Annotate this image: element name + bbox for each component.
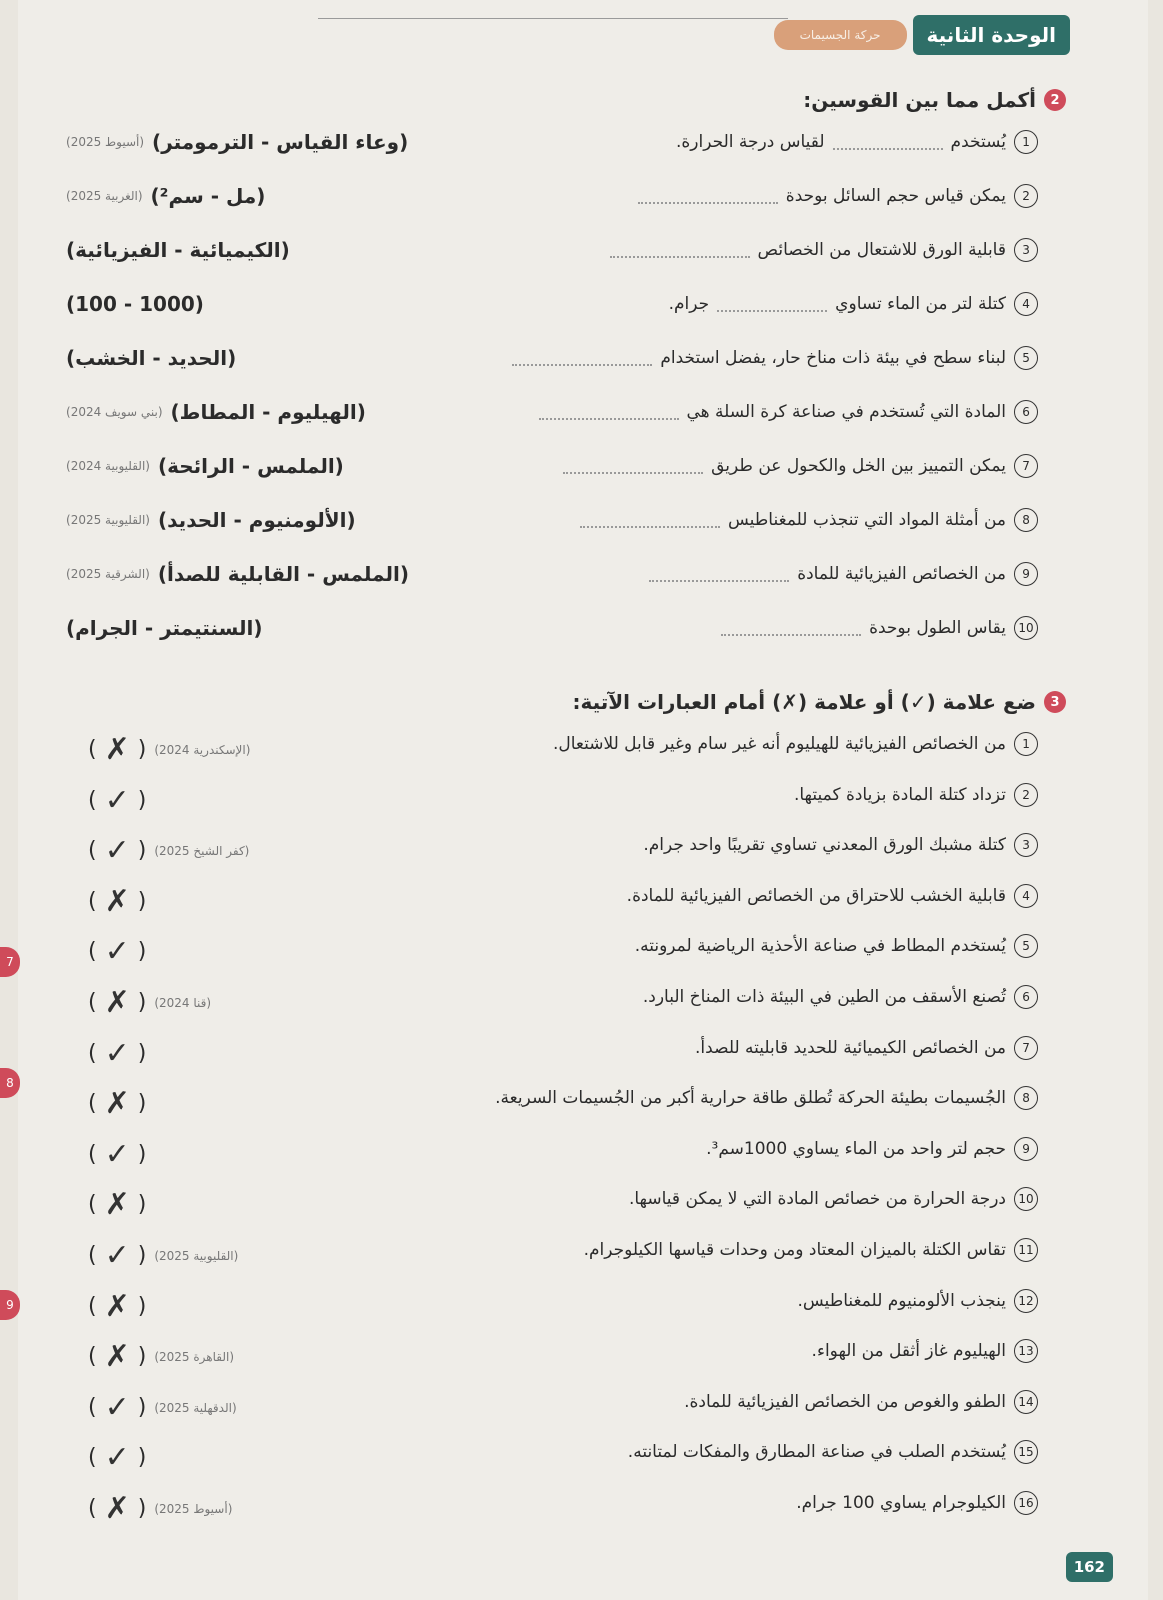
bracket-close: ) xyxy=(137,737,147,762)
statement xyxy=(610,238,1038,262)
blank-line[interactable] xyxy=(721,620,861,636)
bracket-close: ) xyxy=(137,889,147,914)
statement-text: حجم لتر واحد من الماء يساوي 1000سم³. xyxy=(706,1139,1006,1159)
statement xyxy=(695,1036,1038,1060)
cross-mark-icon: ✗ xyxy=(104,1289,130,1324)
exam-source: (الدقهلية 2025) xyxy=(154,1400,237,1415)
bracket-close: ) xyxy=(137,990,147,1015)
statement xyxy=(635,934,1038,958)
list-item xyxy=(18,1187,1148,1227)
answer-text: (السنتيمتر - الجرام) xyxy=(66,616,263,640)
cross-mark-icon: ✗ xyxy=(104,732,130,767)
statement-text: كتلة لتر من الماء تساوي xyxy=(835,294,1006,314)
blank-line[interactable] xyxy=(649,566,789,582)
item-number: 15 xyxy=(1014,1440,1038,1464)
bracket-open: ( xyxy=(88,1041,97,1066)
bracket-close: ) xyxy=(137,939,147,964)
statement xyxy=(812,1339,1038,1363)
answer-mark[interactable] xyxy=(88,1187,146,1222)
bracket-close: ) xyxy=(137,1496,147,1521)
answer-text: (مل - سم²) xyxy=(150,184,266,208)
exam-source: (الغربية 2025) xyxy=(66,189,143,203)
bracket-close: ) xyxy=(137,1445,147,1470)
item-number: 2 xyxy=(1014,783,1038,807)
statement-text: يُستخدم xyxy=(950,132,1006,152)
item-number: 9 xyxy=(1014,562,1038,586)
list-item xyxy=(18,934,1148,974)
item-number: 16 xyxy=(1014,1491,1038,1515)
statement-text: المادة التي تُستخدم في صناعة كرة السلة هي xyxy=(686,402,1006,422)
statement xyxy=(684,1390,1038,1414)
item-number: 11 xyxy=(1014,1238,1038,1262)
cross-mark-icon: ✗ xyxy=(104,884,130,919)
answer-mark[interactable] xyxy=(88,833,249,868)
answer-choices xyxy=(66,292,204,316)
question-2-heading xyxy=(803,88,1066,112)
list-item xyxy=(18,783,1148,823)
statement xyxy=(706,1137,1038,1161)
statement-text: يمكن التمييز بين الخل والكحول عن طريق xyxy=(711,456,1006,476)
unit-badge: الوحدة الثانية xyxy=(913,15,1070,55)
item-number: 3 xyxy=(1014,238,1038,262)
bracket-close: ) xyxy=(137,1041,147,1066)
bracket-open: ( xyxy=(88,1192,97,1217)
statement xyxy=(627,884,1038,908)
exam-source: (القاهرة 2025) xyxy=(154,1349,235,1364)
exam-source: (كفر الشيخ 2025) xyxy=(154,843,250,858)
list-item xyxy=(18,400,1148,440)
edge-tab: 9 xyxy=(0,1290,20,1320)
exam-source: (الإسكندرية 2024) xyxy=(154,742,251,757)
list-item xyxy=(18,1339,1148,1379)
cross-mark-icon: ✗ xyxy=(104,1086,130,1121)
item-number: 4 xyxy=(1014,292,1038,316)
answer-mark[interactable] xyxy=(88,884,146,919)
list-item xyxy=(18,346,1148,386)
statement-text: تزداد كتلة المادة بزيادة كميتها. xyxy=(793,785,1006,805)
answer-mark[interactable] xyxy=(88,1390,237,1425)
bracket-open: ( xyxy=(88,1344,97,1369)
answer-mark[interactable] xyxy=(88,1086,146,1121)
statement-text: يُستخدم المطاط في صناعة الأحذية الرياضية لمرونته. xyxy=(634,936,1006,956)
bracket-close: ) xyxy=(137,1142,147,1167)
statement-text: الجُسيمات بطيئة الحركة تُطلق طاقة حرارية أكبر من الجُسيمات السريعة. xyxy=(495,1088,1006,1108)
header xyxy=(774,10,1070,60)
statement-text: يمكن قياس حجم السائل بوحدة xyxy=(785,186,1006,206)
item-number: 13 xyxy=(1014,1339,1038,1363)
statement-text: من أمثلة المواد التي تنجذب للمغناطيس xyxy=(727,510,1006,530)
exam-source: (بني سويف 2024) xyxy=(66,405,163,419)
statement xyxy=(796,1491,1038,1515)
blank-line[interactable] xyxy=(833,134,943,150)
answer-mark[interactable] xyxy=(88,985,211,1020)
answer-text: (الألومنيوم - الحديد) xyxy=(157,508,356,532)
list-item xyxy=(18,184,1148,224)
question-number: 2 xyxy=(1044,89,1066,111)
statement xyxy=(643,985,1038,1009)
statement xyxy=(669,292,1038,316)
answer-mark[interactable] xyxy=(88,934,146,969)
statement-text: يقاس الطول بوحدة xyxy=(869,618,1006,638)
statement-text: ينجذب الألومنيوم للمغناطيس. xyxy=(797,1291,1006,1311)
statement xyxy=(643,833,1038,857)
bracket-open: ( xyxy=(88,939,97,964)
edge-tab: 7 xyxy=(0,947,20,977)
question-title: ضع علامة (✓) أو علامة (✗) أمام العبارات الآتية: xyxy=(572,690,1036,714)
item-number: 5 xyxy=(1014,934,1038,958)
answer-choices xyxy=(66,130,408,154)
bracket-open: ( xyxy=(88,889,97,914)
list-item xyxy=(18,1036,1148,1076)
statement xyxy=(628,1440,1038,1464)
answer-choices xyxy=(66,454,344,478)
check-mark-icon: ✓ xyxy=(104,1036,130,1071)
statement-text: درجة الحرارة من خصائص المادة التي لا يمكن قياسها. xyxy=(628,1189,1006,1209)
statement xyxy=(553,732,1038,756)
item-number: 10 xyxy=(1014,616,1038,640)
answer-choices xyxy=(66,400,366,424)
list-item xyxy=(18,616,1148,656)
statement-text: تقاس الكتلة بالميزان المعتاد ومن وحدات قياسها الكيلوجرام. xyxy=(583,1240,1006,1260)
statement xyxy=(649,562,1038,586)
page-number: 162 xyxy=(1066,1552,1113,1582)
cross-mark-icon: ✗ xyxy=(104,985,130,1020)
bracket-close: ) xyxy=(137,1344,147,1369)
bracket-close: ) xyxy=(137,1091,147,1116)
list-item xyxy=(18,562,1148,602)
check-mark-icon: ✓ xyxy=(104,1390,130,1425)
check-mark-icon: ✓ xyxy=(104,783,130,818)
list-item xyxy=(18,130,1148,170)
check-mark-icon: ✓ xyxy=(104,1440,130,1475)
list-item xyxy=(18,454,1148,494)
item-number: 6 xyxy=(1014,985,1038,1009)
exam-source: (قنا 2024) xyxy=(154,995,212,1010)
statement-text: الطفو والغوص من الخصائص الفيزيائية للمادة. xyxy=(684,1392,1006,1412)
bracket-open: ( xyxy=(88,990,97,1015)
list-item xyxy=(18,292,1148,332)
answer-choices xyxy=(66,508,356,532)
lesson-badge: حركة الجسيمات xyxy=(774,20,907,50)
statement xyxy=(580,508,1038,532)
answer-choices xyxy=(66,184,265,208)
answer-mark[interactable] xyxy=(88,1491,232,1526)
statement xyxy=(676,130,1038,154)
statement-text: كتلة مشبك الورق المعدني تساوي تقريبًا واحد جرام. xyxy=(643,835,1006,855)
statement xyxy=(721,616,1038,640)
item-number: 3 xyxy=(1014,833,1038,857)
bracket-open: ( xyxy=(88,1496,97,1521)
statement-text: من الخصائص الفيزيائية للمادة xyxy=(797,564,1006,584)
answer-choices xyxy=(66,616,262,640)
list-item xyxy=(18,1390,1148,1430)
exam-source: (القليوبية 2024) xyxy=(66,459,150,473)
bracket-open: ( xyxy=(88,1445,97,1470)
exam-source: (القليوبية 2025) xyxy=(154,1248,239,1263)
check-mark-icon: ✓ xyxy=(104,934,130,969)
cross-mark-icon: ✗ xyxy=(104,1339,130,1374)
bracket-open: ( xyxy=(88,1294,97,1319)
question-3-heading xyxy=(572,690,1066,714)
bracket-close: ) xyxy=(137,1192,147,1217)
item-number: 6 xyxy=(1014,400,1038,424)
item-number: 1 xyxy=(1014,130,1038,154)
list-item xyxy=(18,833,1148,873)
list-item xyxy=(18,238,1148,278)
item-number: 4 xyxy=(1014,884,1038,908)
bracket-close: ) xyxy=(137,788,147,813)
exam-source: (القليوبية 2025) xyxy=(66,513,150,527)
question-number: 3 xyxy=(1044,691,1066,713)
blank-line[interactable] xyxy=(512,350,652,366)
blank-line[interactable] xyxy=(539,404,679,420)
header-rule xyxy=(318,18,788,19)
item-number: 7 xyxy=(1014,454,1038,478)
answer-mark[interactable] xyxy=(88,1137,146,1172)
statement-text: لبناء سطح في بيئة ذات مناخ حار، يفضل استخدام xyxy=(660,348,1006,368)
check-mark-icon: ✓ xyxy=(104,1137,130,1172)
statement xyxy=(495,1086,1038,1110)
bracket-open: ( xyxy=(88,1395,97,1420)
answer-mark[interactable] xyxy=(88,783,146,818)
list-item xyxy=(18,1086,1148,1126)
bracket-open: ( xyxy=(88,788,97,813)
bracket-close: ) xyxy=(137,838,147,863)
bracket-open: ( xyxy=(88,737,97,762)
item-number: 2 xyxy=(1014,184,1038,208)
statement-text-end: جرام. xyxy=(668,294,710,314)
cross-mark-icon: ✗ xyxy=(104,1491,130,1526)
statement-text-end: لقياس درجة الحرارة. xyxy=(675,132,825,152)
blank-line[interactable] xyxy=(580,512,720,528)
list-item xyxy=(18,1238,1148,1278)
statement xyxy=(563,454,1038,478)
answer-text: (الحديد - الخشب) xyxy=(66,346,237,370)
answer-mark[interactable] xyxy=(88,1339,234,1374)
answer-mark[interactable] xyxy=(88,1238,238,1273)
statement-text: تُصنع الأسقف من الطين في البيئة ذات المناخ البارد. xyxy=(642,987,1006,1007)
list-item xyxy=(18,884,1148,924)
statement-text: من الخصائص الكيميائية للحديد قابليته للصدأ. xyxy=(695,1038,1006,1058)
answer-mark[interactable] xyxy=(88,1440,146,1475)
blank-line[interactable] xyxy=(638,188,778,204)
blank-line[interactable] xyxy=(717,296,827,312)
answer-choices xyxy=(66,238,290,262)
statement xyxy=(584,1238,1038,1262)
item-number: 12 xyxy=(1014,1289,1038,1313)
statement xyxy=(629,1187,1038,1211)
bracket-open: ( xyxy=(88,1243,97,1268)
check-mark-icon: ✓ xyxy=(104,1238,130,1273)
statement-text: الكيلوجرام يساوي 100 جرام. xyxy=(796,1493,1006,1513)
answer-text: (1000 - 100) xyxy=(66,292,204,316)
bracket-close: ) xyxy=(137,1243,147,1268)
answer-text: (وعاء القياس - الترمومتر) xyxy=(152,130,409,154)
statement-text: الهيليوم غاز أثقل من الهواء. xyxy=(811,1341,1006,1361)
item-number: 9 xyxy=(1014,1137,1038,1161)
statement xyxy=(512,346,1038,370)
exam-source: (أسيوط 2025) xyxy=(154,1501,233,1516)
answer-text: (الملمس - الرائحة) xyxy=(157,454,344,478)
item-number: 7 xyxy=(1014,1036,1038,1060)
answer-choices xyxy=(66,346,236,370)
item-number: 1 xyxy=(1014,732,1038,756)
check-mark-icon: ✓ xyxy=(104,833,130,868)
list-item xyxy=(18,1440,1148,1480)
item-number: 5 xyxy=(1014,346,1038,370)
edge-tab: 8 xyxy=(0,1068,20,1098)
question-title: أكمل مما بين القوسين: xyxy=(803,88,1036,112)
bracket-open: ( xyxy=(88,1142,97,1167)
list-item xyxy=(18,508,1148,548)
answer-mark[interactable] xyxy=(88,732,250,767)
statement-text: قابلية الخشب للاحتراق من الخصائص الفيزيائية للمادة. xyxy=(626,886,1006,906)
statement xyxy=(539,400,1039,424)
cross-mark-icon: ✗ xyxy=(104,1187,130,1222)
answer-mark[interactable] xyxy=(88,1289,146,1324)
statement-text: قابلية الورق للاشتعال من الخصائص xyxy=(757,240,1006,260)
answer-mark[interactable] xyxy=(88,1036,146,1071)
list-item xyxy=(18,985,1148,1025)
statement-text: يُستخدم الصلب في صناعة المطارق والمفكات لمتانته. xyxy=(627,1442,1006,1462)
answer-text: (الكيميائية - الفيزيائية) xyxy=(66,238,290,262)
bracket-close: ) xyxy=(137,1294,147,1319)
blank-line[interactable] xyxy=(610,242,750,258)
answer-text: (الملمس - القابلية للصدأ) xyxy=(157,562,409,586)
item-number: 8 xyxy=(1014,1086,1038,1110)
list-item xyxy=(18,732,1148,772)
exam-source: (الشرقية 2025) xyxy=(66,567,150,581)
list-item xyxy=(18,1491,1148,1531)
blank-line[interactable] xyxy=(563,458,703,474)
item-number: 10 xyxy=(1014,1187,1038,1211)
bracket-open: ( xyxy=(88,838,97,863)
item-number: 14 xyxy=(1014,1390,1038,1414)
answer-choices xyxy=(66,562,409,586)
bracket-close: ) xyxy=(137,1395,147,1420)
statement xyxy=(797,1289,1038,1313)
item-number: 8 xyxy=(1014,508,1038,532)
statement xyxy=(638,184,1038,208)
statement xyxy=(794,783,1038,807)
exam-source: (أسيوط 2025) xyxy=(66,135,145,149)
list-item xyxy=(18,1137,1148,1177)
page xyxy=(6,0,1148,1600)
bracket-open: ( xyxy=(88,1091,97,1116)
statement-text: من الخصائص الفيزيائية للهيليوم أنه غير سام وغير قابل للاشتعال. xyxy=(552,734,1006,754)
list-item xyxy=(18,1289,1148,1329)
answer-text: (الهيليوم - المطاط) xyxy=(170,400,366,424)
